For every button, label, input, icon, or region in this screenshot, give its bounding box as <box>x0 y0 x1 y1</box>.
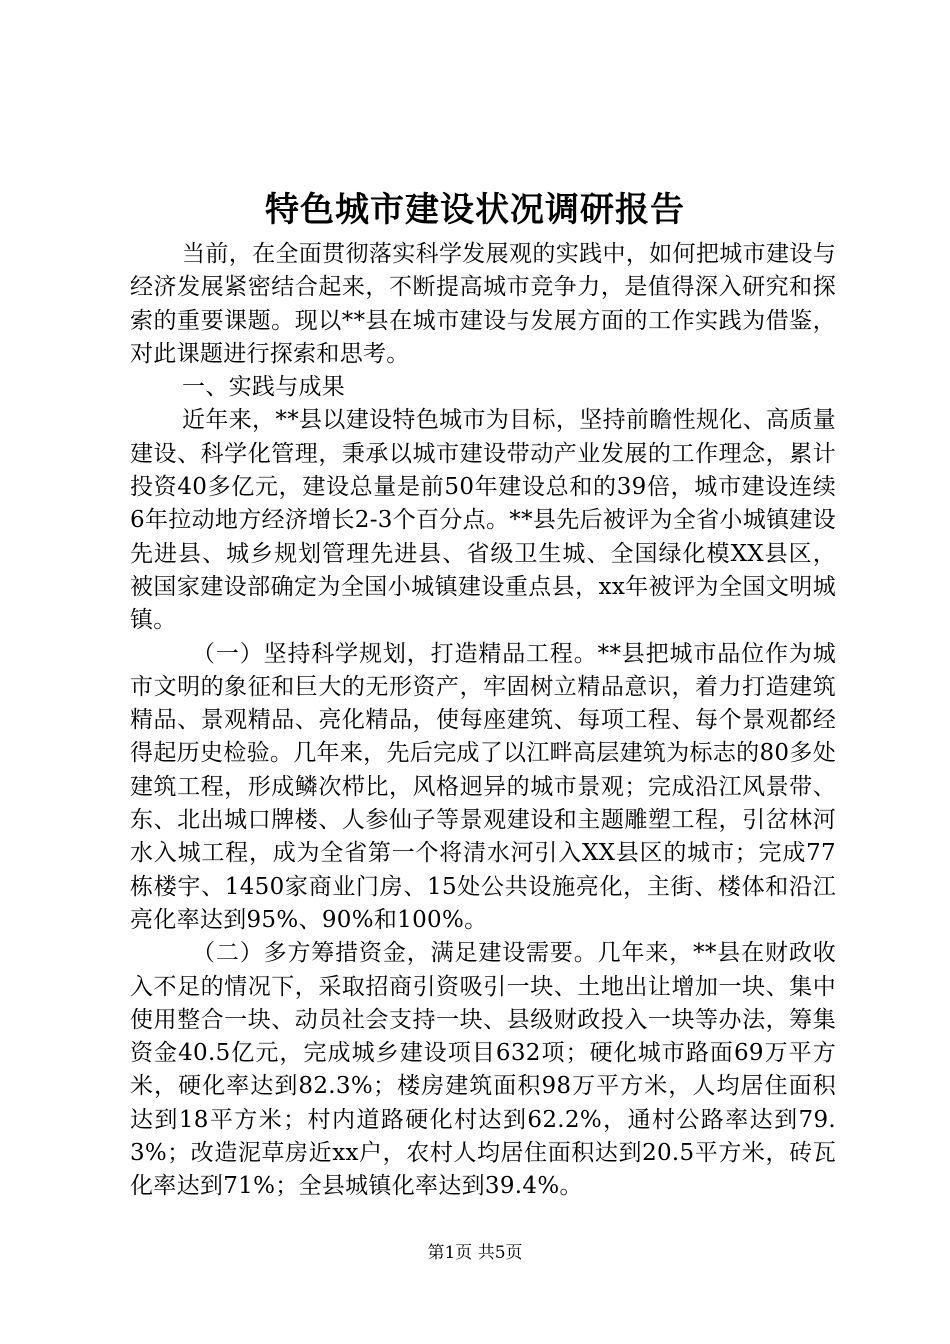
paragraph-funding: （二）多方筹措资金，满足建设需要。几年来，**县在财政收入不足的情况下，采取招商引资吸引一块、土地出让增加一块、集中使用整合一块、动员社会支持一块、县级财政投入一块等办法，筹集资金40.5亿元，完成城乡建设项目632项；硬化城市路面69万平方米，硬化率达到82.3%；楼房建筑面积98万平方米，人均居住面积达到18平方米；村内道路硬化村达到62.2%，通村公路率达到79.3%；改造泥草房近xx户，农村人均居住面积达到20.5平方米，砖瓦化率达到71%；全县城镇化率达到39.4%。 <box>130 940 836 1200</box>
paragraph-achievements: 近年来，**县以建设特色城市为目标，坚持前瞻性规化、高质量建设、科学化管理，秉承以城市建设带动产业发展的工作理念，累计投资40多亿元，建设总量是前50年建设总和的39倍，城市建设连续6年拉动地方经济增长2-3个百分点。**县先后被评为全省小城镇建设先进县、城乡规划管理先进县、省级卫生城、全国绿化模XX县区，被国家建设部确定为全国小城镇建设重点县，xx年被评为全国文明城镇。 <box>130 407 836 634</box>
paragraph-intro: 当前，在全面贯彻落实科学发展观的实践中，如何把城市建设与经济发展紧密结合起来，不断提高城市竞争力，是值得深入研究和探索的重要课题。现以**县在城市建设与发展方面的工作实践为借鉴，对此课题进行探索和思考。 <box>130 241 836 367</box>
paragraph-planning: （一）坚持科学规划，打造精品工程。**县把城市品位作为城市文明的象征和巨大的无形资产，牢固树立精品意识，着力打造建筑精品、景观精品、亮化精品，使每座建筑、每项工程、每个景观都经得起历史检验。几年来，先后完成了以江畔高层建筑为标志的80多处建筑工程，形成鳞次栉比，风格迥异的城市景观；完成沿江风景带、东、北出城口牌楼、人参仙子等景观建设和主题雕塑工程，引岔林河水入城工程，成为全省第一个将清水河引入XX县区的城市；完成77栋楼宇、1450家商业门房、15处公共设施亮化，主街、楼体和沿江亮化率达到95%、90%和100%。 <box>130 640 836 933</box>
section-heading-practice: 一、实践与成果 <box>182 374 346 401</box>
page-footer: 第1页 共5页 <box>427 1243 523 1263</box>
document-body <box>130 238 836 1204</box>
document-title: 特色城市建设状况调研报告 <box>265 190 685 230</box>
